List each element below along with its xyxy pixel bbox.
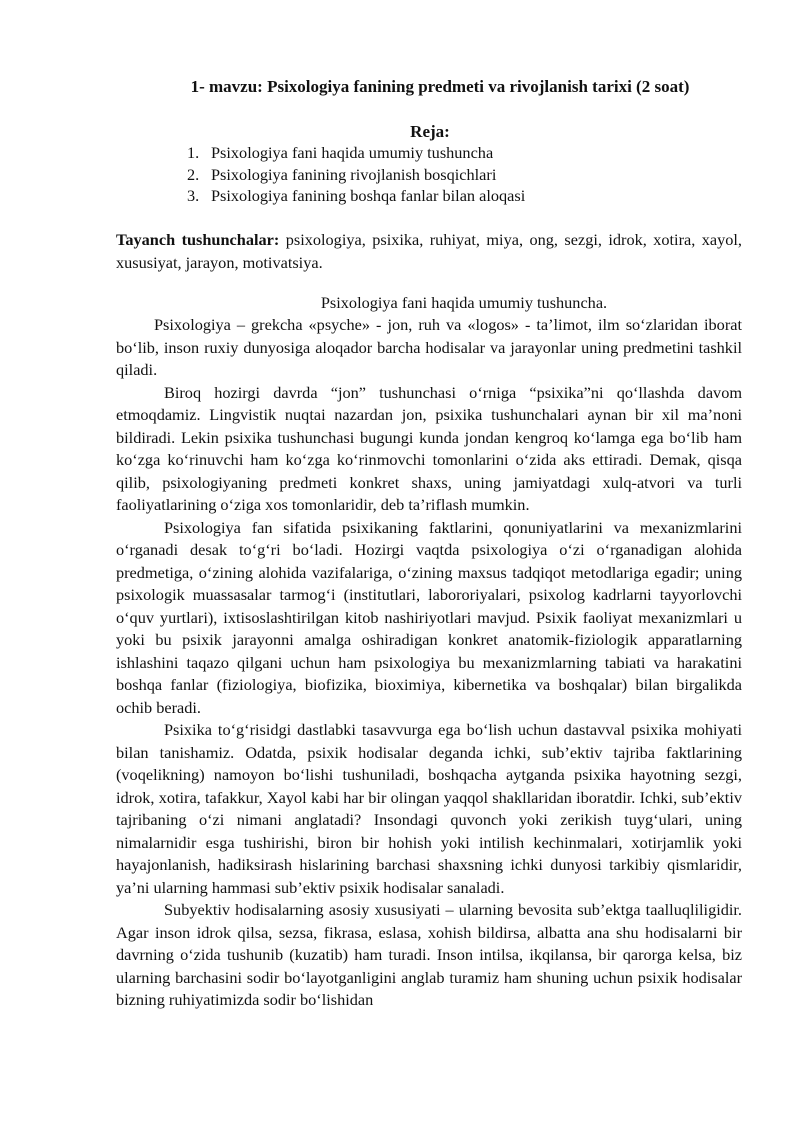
plan-item	[187, 142, 525, 164]
plan-item-number: 1.	[187, 143, 200, 162]
paragraph: Subyektiv hodisalarning asosiy xususiyati – ularning bevosita sub’ektga taalluqliligidir. Agar inson idrok qilsa, sezsa, fikrasa, eslasa, xohish bildirsa, albatta ana shu hodisalarni bir davrning o‘zida tushunib (kuzatib) ham turadi. Inson intilsa, ikqilansa, bir qarorga kelsa, biz ularning barchasini sodir bo‘layotganligini anglab turamiz ham shuning uchun psixik hodisalar bizning ruhiyatimizda sodir bo‘lishidan	[116, 900, 742, 1009]
paragraph: Psixika to‘g‘risidgi dastlabki tasavvurga ega bo‘lish uchun dastavval psixika mohiyati bilan tanishamiz. Odatda, psixik hodisalar deganda ichki, sub’ektiv tajriba faktlarining (voqelikning) namoyon bo‘lishi tushuniladi, boshqacha aytganda psixika hayotning sezgi, idrok, xotira, tafakkur, Xayol kabi har bir olingan yaqqol shakllaridan iboratdir. Ichki, sub’ektiv tajribaning o‘zi nimani anglatadi? Insondagi quvonch yoki zerikish tuyg‘ulari, uning nimalarnidir esga tushirishi, biron bir hohish yoki intilish kechinmalari, xotirjamlik yoki hayajonlanish, hadiksirash hislarining barchasi shaxsning ichki dunyosi tarkibiy qismlaridir, ya’ni ularning hammasi sub’ektiv psixik hodisalar sanaladi.	[116, 720, 742, 897]
plan-item-text: Psixologiya fani haqida umumiy tushuncha	[211, 143, 494, 162]
plan-item-text: Psixologiya fanining boshqa fanlar bilan aloqasi	[211, 186, 526, 205]
paragraph: Psixologiya fan sifatida psixikaning faktlarini, qonuniyatlarini va mexanizmlarini o‘rganadi desak to‘g‘ri bo‘ladi. Hozirgi vaqtda psixologiya o‘zi o‘rganadigan alohida predmetiga, o‘zining alohida vazifalariga, o‘zining maxsus tadqiqot metodlariga egadir; uning psixologik muassasalar tarmog‘i (institutlari, labororiyalari, psixolog kadrlarni tayyorlovchi o‘quv yurtlari), ixtisoslashtirilgan kitob nashiriyotlari mavjud. Psixik faoliyat mexanizmlari u yoki bu psixik jarayonni amalga oshiradigan konkret anatomik-fiziologik apparatlarning ishlashini taqazo qilgani uchun ham psixologiya bu mexanizmlarning tabiati va harakatini boshqa fanlar (fiziologiya, biofizika, bioximiya, kibernetika va boshqalar) bilan birgalikda ochib beradi.	[116, 517, 742, 717]
plan-item	[187, 185, 525, 207]
main-text	[116, 292, 742, 1012]
plan-item-text: Psixologiya fanining rivojlanish bosqichlari	[211, 164, 497, 184]
key-concepts-text: psixologiya, psixika, ruhiyat, miya, ong, sezgi, idrok, xotira, xayol, xususiyat, jarayon, motivatsiya.	[116, 230, 742, 272]
plan-heading: Reja:	[410, 122, 450, 141]
plan-item-number: 2.	[187, 164, 200, 184]
paragraph: Biroq hozirgi davrda “jon” tushunchasi o‘rniga “psixika”ni qo‘llashda davom etmoqdamiz. Lingvistik nuqtai nazardan jon, psixika tushunchalari aynan bir xil ma’noni bildiradi. Lekin psixika tushunchasi bugungi kunda jondan kengroq ko‘lamga ega bo‘lib ham ko‘zga ko‘rinuvchi ham ko‘zga ko‘rinmovchi tomonlarini o‘zida aks ettiradi. Demak, qisqa qilib, psixologiyaning predmeti konkret shaxs, uning jamiyatdagi xulq-atvori va turli faoliyatlarining o‘ziga xos tomonlaridir, deb ta’riflash mumkin.	[116, 382, 742, 514]
topic-title: 1- mavzu: Psixologiya fanining predmeti va rivojlanish tarixi (2 soat)	[190, 77, 690, 96]
key-concepts-label: Tayanch tushunchalar:	[116, 230, 280, 249]
section-title: Psixologiya fani haqida umumiy tushuncha.	[320, 293, 608, 312]
plan-item	[187, 164, 525, 186]
plan-item-number: 3.	[187, 186, 200, 205]
key-concepts	[116, 229, 742, 274]
plan-list	[187, 142, 525, 207]
paragraph: Psixologiya – grekcha «psyche» - jon, ruh va «logos» - ta’limot, ilm so‘zlaridan iborat bo‘lib, inson ruxiy dunyosiga aloqador barcha hodisalar va jarayonlar uning predmetini tashkil qiladi.	[116, 315, 742, 379]
